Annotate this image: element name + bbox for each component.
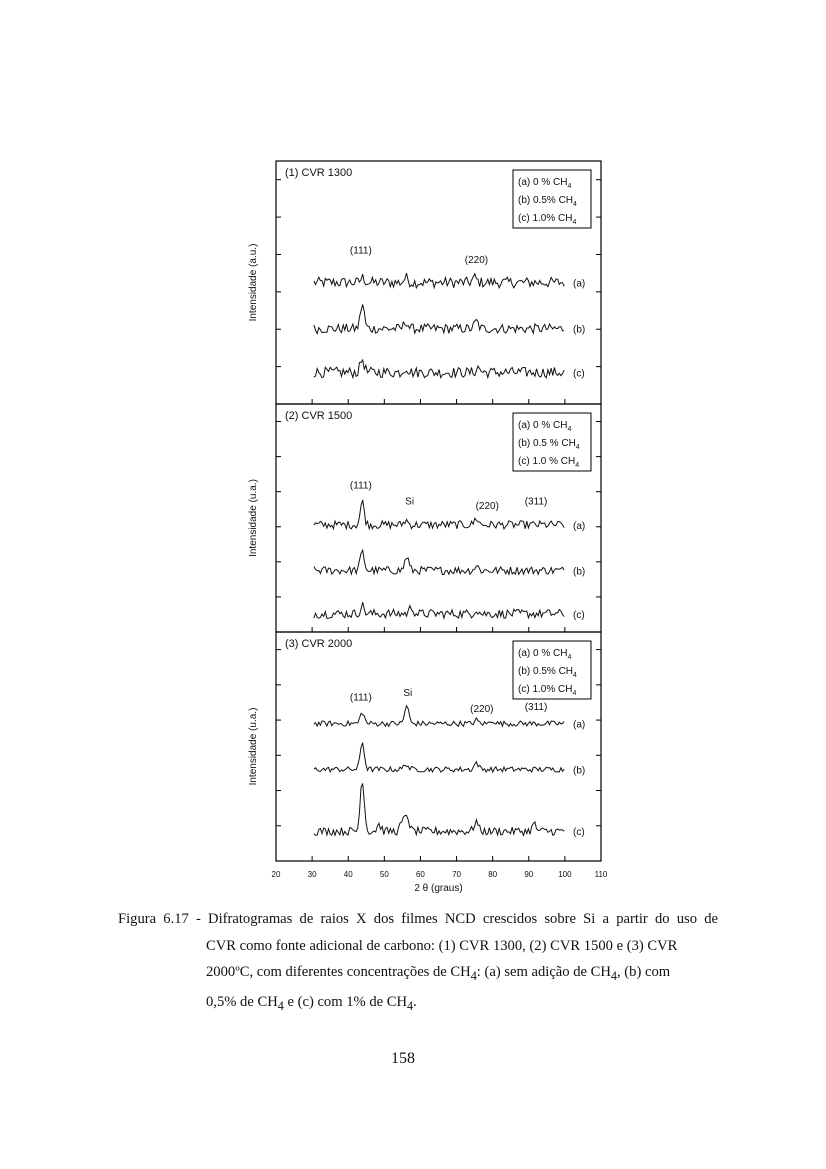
legend-entry: (c) 1.0% $CH_4$ — [518, 213, 577, 226]
panel-1 — [248, 161, 601, 404]
xrd-trace — [314, 602, 564, 618]
legend-entry: (b) 0.5% $CH_4$ — [518, 666, 577, 679]
trace-label: (b) — [573, 324, 586, 336]
x-tick-label: 100 — [558, 870, 572, 879]
peak-label: (220) — [470, 704, 494, 716]
legend-entry: (b) 0.5 % $CH_4$ — [518, 438, 580, 451]
peak-label: (311) — [524, 496, 548, 508]
panel-2 — [248, 404, 601, 632]
caption-line-3: 2000ºC, com diferentes concentrações de $CH_4$: (a) sem adição de $CH_4$, (b) com — [206, 964, 671, 983]
x-tick-label: 70 — [452, 870, 462, 879]
x-tick-label: 30 — [307, 870, 317, 879]
legend-entry: (c) 1.0% $CH_4$ — [518, 684, 577, 697]
x-tick-label: 110 — [594, 870, 608, 879]
panel-3 — [248, 632, 601, 861]
x-tick-label: 80 — [488, 870, 498, 879]
trace-label: (b) — [573, 566, 586, 578]
peak-label: (311) — [524, 701, 548, 713]
caption-line-2: CVR como fonte adicional de carbono: (1) CVR 1300, (2) CVR 1500 e (3) CVR — [206, 937, 678, 954]
legend-entry: (a) 0 % $CH_4$ — [518, 420, 572, 433]
x-tick-label: 90 — [524, 870, 534, 879]
trace-label: (c) — [573, 609, 585, 621]
x-tick-label: 60 — [415, 870, 425, 879]
peak-label: (111) — [349, 480, 372, 492]
peak-label: Si — [405, 496, 415, 508]
figure-caption — [118, 906, 718, 1020]
panel-title: (3) CVR 2000 — [285, 638, 353, 650]
caption-line-4: 0,5% de $CH_4$ e (c) com 1% de $CH_4$. — [206, 994, 417, 1014]
caption-line-1: Figura 6.17 - Difratogramas de raios X dos filmes NCD crescidos sobre Si a partir do uso de — [118, 911, 718, 927]
legend-entry: (b) 0.5% $CH_4$ — [518, 195, 577, 208]
xrd-trace — [314, 360, 564, 378]
panel-title: (1) CVR 1300 — [285, 167, 353, 179]
panel-title: (2) CVR 1500 — [285, 410, 353, 422]
xrd-trace — [314, 783, 564, 835]
peak-label: (111) — [349, 245, 372, 257]
xrd-trace — [314, 273, 564, 288]
y-axis-label: Intensidade (u.a.) — [248, 479, 259, 557]
trace-label: (a) — [573, 278, 586, 290]
x-axis-label: 2 θ (graus) — [414, 883, 463, 894]
xrd-trace — [314, 550, 564, 574]
trace-label: (b) — [573, 765, 586, 777]
y-axis-label: Intensidade (a.u.) — [248, 243, 259, 322]
peak-label: (220) — [464, 255, 489, 267]
trace-label: (a) — [573, 719, 586, 731]
legend-entry: (a) 0 % $CH_4$ — [518, 648, 572, 661]
xrd-trace — [314, 305, 564, 334]
peak-label: (220) — [475, 500, 499, 512]
peak-label: (111) — [349, 692, 372, 704]
page-number: 158 — [391, 1050, 415, 1067]
x-tick-label: 40 — [343, 870, 353, 879]
trace-label: (a) — [573, 520, 586, 532]
y-axis-label: Intensidade (u.a.) — [248, 707, 259, 786]
x-tick-label: 50 — [379, 870, 389, 879]
trace-label: (c) — [573, 368, 585, 380]
legend-entry: (a) 0 % $CH_4$ — [518, 177, 572, 190]
peak-label: Si — [403, 688, 413, 700]
trace-label: (c) — [573, 827, 585, 839]
x-tick-label: 20 — [271, 870, 281, 879]
legend-entry: (c) 1.0 % $CH_4$ — [518, 456, 580, 469]
xrd-trace — [314, 743, 564, 772]
